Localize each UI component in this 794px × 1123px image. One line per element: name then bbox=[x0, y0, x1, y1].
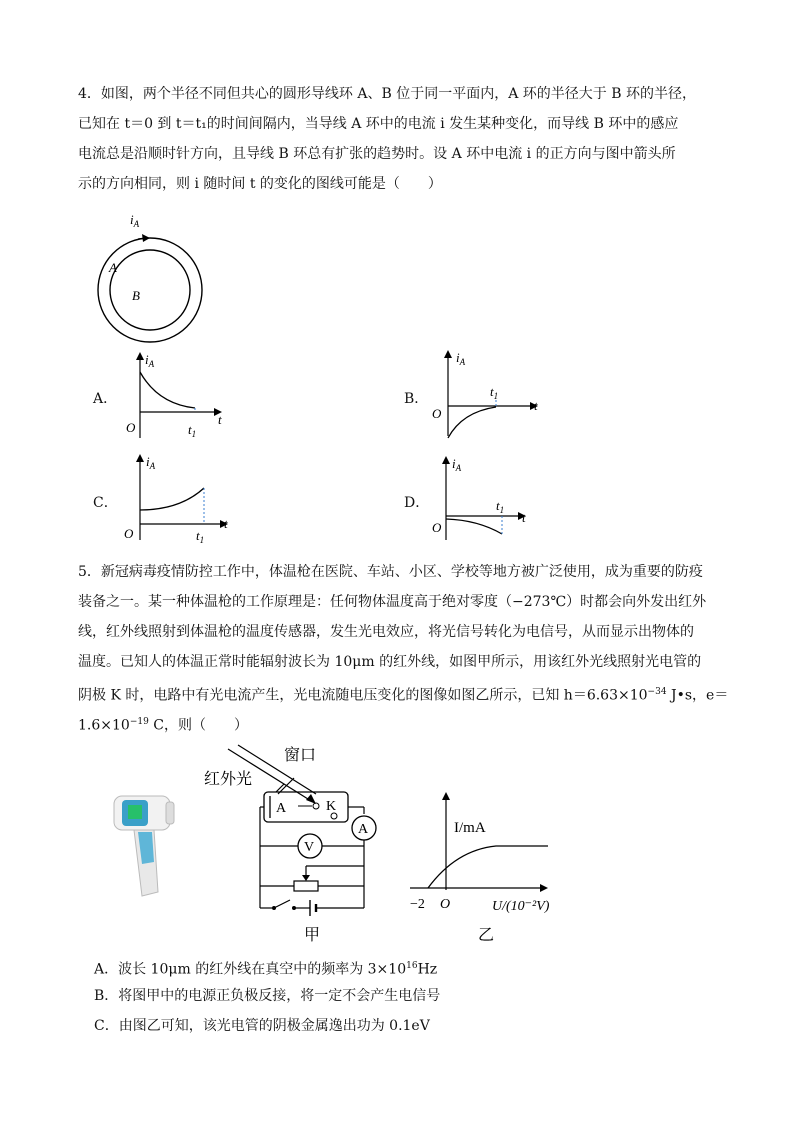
photocurrent-graph-yi bbox=[408, 790, 578, 950]
svg-text:t: t bbox=[218, 412, 222, 427]
q5-line-3: 线，红外线照射到体温枪的温度传感器，发生光电效应，将光信号转化为电信号，从而显示出物体的 bbox=[78, 624, 694, 640]
svg-text:t: t bbox=[522, 510, 526, 525]
svg-text:iA: $i_A$ bbox=[146, 454, 156, 471]
svg-text:O: O bbox=[126, 420, 136, 435]
graph-origin: O bbox=[440, 897, 451, 912]
concentric-rings-figure bbox=[90, 208, 220, 348]
voltmeter-label: V bbox=[304, 840, 315, 855]
q5-line-4: 温度。已知人的体温正常时能辐射波长为 10μm 的红外线，如图甲所示，用该红外光线照射光电管的 bbox=[78, 654, 702, 670]
ring-label-a: A bbox=[109, 260, 117, 275]
q4-line-4: 示的方向相同，则 i 随时间 t 的变化的图线可能是（ ） bbox=[78, 176, 442, 192]
graph-xlabel: U/(10⁻²V) bbox=[492, 899, 550, 914]
current-label-ia: $i_A$ bbox=[130, 212, 140, 229]
q5-line-1: 5．新冠病毒疫情防控工作中，体温枪在医院、车站、小区、学校等地方被广泛使用，成为重要的防疫 bbox=[78, 564, 703, 580]
window-label: 窗口 bbox=[284, 747, 317, 764]
svg-text:t: t bbox=[224, 516, 228, 531]
option-d-label[interactable]: D． bbox=[404, 495, 430, 511]
thermometer-gun-image bbox=[108, 792, 178, 900]
graph-ylabel: I/mA bbox=[454, 820, 486, 836]
svg-text:t1: $t_1$ bbox=[496, 498, 505, 515]
svg-text:iA: $i_A$ bbox=[456, 350, 466, 367]
svg-text:iA: $i_A$ bbox=[452, 456, 462, 473]
svg-text:t1: $t_1$ bbox=[490, 384, 499, 401]
svg-text:t1: $t_1$ bbox=[188, 422, 197, 439]
svg-text:O: O bbox=[124, 526, 134, 541]
q4-line-2: 已知在 t＝0 到 t＝t₁的时间间隔内，当导线 A 环中的电流 i 发生某种变化，而导线 B 环中的感应 bbox=[78, 116, 679, 132]
option-c-graph[interactable] bbox=[120, 450, 240, 545]
figure-jia-caption: 甲 bbox=[304, 927, 321, 944]
q5-option-b[interactable]: B．将图甲中的电源正负极反接，将一定不会产生电信号 bbox=[94, 988, 441, 1004]
circuit-diagram-jia bbox=[198, 744, 388, 944]
cathode-label: K bbox=[326, 799, 337, 814]
ammeter-label: A bbox=[358, 822, 369, 837]
q5-option-a[interactable]: A．波长 10μm 的红外线在真空中的频率为 $3\times 10^{16}Hz$ bbox=[94, 961, 438, 978]
option-a-label[interactable]: A． bbox=[93, 391, 118, 407]
anode-label: A bbox=[276, 801, 287, 816]
q5-option-c[interactable]: C．由图乙可知，该光电管的阴极金属逸出功为 0.1eV bbox=[94, 1018, 430, 1034]
q5-line-6: $1.6\times 10^{-19}$ C，则（ ） bbox=[78, 717, 248, 734]
infrared-label: 红外光 bbox=[204, 771, 253, 788]
q5-line-5: 阴极 K 时，电路中有光电流产生，光电流随电压变化的图像如图乙所示，已知 $h=6.63\times 10^{-34}$ J•s，e＝ bbox=[78, 687, 729, 704]
svg-text:iA: $i_A$ bbox=[145, 352, 155, 369]
svg-text:O: O bbox=[432, 520, 442, 535]
option-d-graph[interactable] bbox=[428, 452, 538, 542]
option-c-label[interactable]: C． bbox=[93, 495, 118, 511]
q5-line-2: 装备之一。某一种体温枪的工作原理是：任何物体温度高于绝对零度（−273℃）时都会向外发出红外 bbox=[78, 594, 707, 610]
option-b-graph[interactable] bbox=[428, 346, 548, 441]
option-b-label[interactable]: B． bbox=[404, 391, 429, 407]
q4-line-1: 4．如图，两个半径不同但共心的圆形导线环 A、B 位于同一平面内，A 环的半径大于 B 环的半径， bbox=[78, 86, 696, 102]
svg-text:t: t bbox=[534, 398, 538, 413]
ring-label-b: B bbox=[132, 288, 140, 303]
svg-text:t1: $t_1$ bbox=[196, 528, 205, 545]
svg-text:O: O bbox=[432, 406, 442, 421]
figure-yi-caption: 乙 bbox=[478, 927, 495, 944]
graph-xtick: −2 bbox=[410, 897, 425, 912]
option-a-graph[interactable] bbox=[120, 350, 230, 445]
q4-line-3: 电流总是沿顺时针方向，且导线 B 环总有扩张的趋势时。设 A 环中电流 i 的正方向与图中箭头所 bbox=[78, 146, 676, 162]
